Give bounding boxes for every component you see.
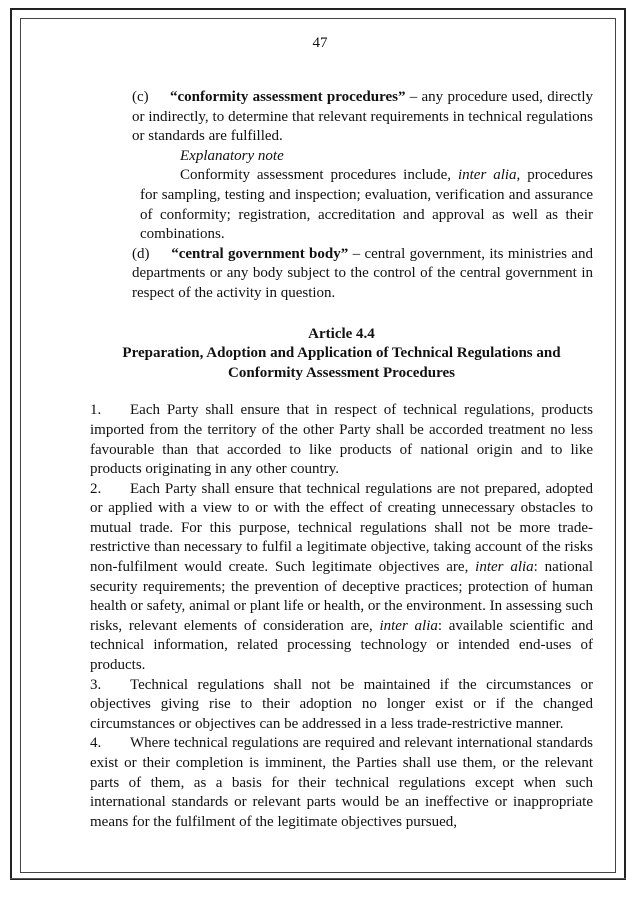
definition-text: – central government, its ministries and departments or any body subject to the control of the central government in respect of the activity in question. — [132, 245, 594, 301]
definition-d — [90, 245, 593, 304]
paragraph-number: 2. — [90, 480, 102, 497]
page-number: 47 — [312, 35, 328, 51]
bottom-rule — [10, 878, 626, 879]
paragraph-number: 4. — [90, 735, 102, 752]
paragraph-italic: inter alia — [379, 617, 438, 634]
paragraph-text: Each Party shall ensure that technical regulations are not prepared, adopted or applied with a view to or with the effect of creating unnecessary obstacles to mutual trade. For this purpose, technical regulations shall not be more trade-restrictive than necessary to fulfil a legitimate objective, taking account of the risks non-fulfilment would create. Such legitimate objectives are, — [90, 480, 593, 576]
paragraph-text: Each Party shall ensure that in respect of technical regulations, products imported from the territory of the other Party shall be accorded treatment no less favourable than that accorded to like products of national origin and to like products originating in any other country. — [90, 402, 593, 478]
definition-term: “conformity assessment procedures” — [170, 89, 406, 105]
article-subtitle-line: Preparation, Adoption and Application of Technical Regulations and — [122, 345, 561, 362]
paragraph-number: 3. — [90, 676, 102, 693]
definition-term: “central government body” — [171, 245, 349, 262]
definition-c — [90, 88, 593, 147]
spacer — [90, 383, 593, 401]
note-text: , procedures for sampling, testing and inspection; evaluation, verification and assurance of conformity; registration, accreditation and approval as well as their combinations. — [140, 167, 593, 243]
definition-label: (d) — [132, 245, 150, 262]
document-body — [90, 88, 593, 832]
article-subtitle — [78, 344, 605, 383]
paragraph-3 — [90, 676, 593, 735]
paragraph-text: : available scientific and technical information, related processing technology or intended end-uses of products. — [90, 617, 594, 674]
paragraph-text: Technical regulations shall not be maintained if the circumstances or objectives giving rise to their adoption no longer exist or if the changed circumstances or objectives can be addressed in a less trade-restrictive manner. — [90, 676, 593, 732]
explanatory-note-heading: Explanatory note — [180, 147, 284, 164]
article-subtitle-line: Conformity Assessment Procedures — [228, 364, 455, 381]
definition-text: – any procedure used, directly or indirectly, to determine that relevant requirements in technical regulations or standards are fulfilled. — [132, 89, 594, 145]
paragraph-italic: inter alia — [475, 559, 534, 576]
definition-label: (c) — [132, 89, 149, 105]
article-title: Article 4.4 — [308, 325, 375, 342]
note-italic: inter alia — [457, 167, 517, 184]
paragraph-4 — [90, 734, 593, 832]
paragraph-text: : national security requirements; the prevention of deceptive practices; protection of human health or safety, animal or plant life or health, or the environment. In assessing such risks, relevant elements of consideration are, — [90, 559, 593, 634]
paragraph-1 — [90, 401, 593, 479]
note-text: Conformity assessment procedures include, — [180, 167, 458, 184]
explanatory-note-body — [90, 166, 593, 244]
paragraph-2 — [90, 480, 593, 676]
paragraph-text: Where technical regulations are required and relevant international standards exist or their completion is imminent, the Parties shall use them, or the relevant parts of them, as a basis for their technical regulations except when such international standards or relevant parts would be an ineffective or inappropriate means for the fulfilment of the legitimate objectives pursued, — [90, 735, 593, 830]
paragraph-number: 1. — [90, 402, 102, 419]
